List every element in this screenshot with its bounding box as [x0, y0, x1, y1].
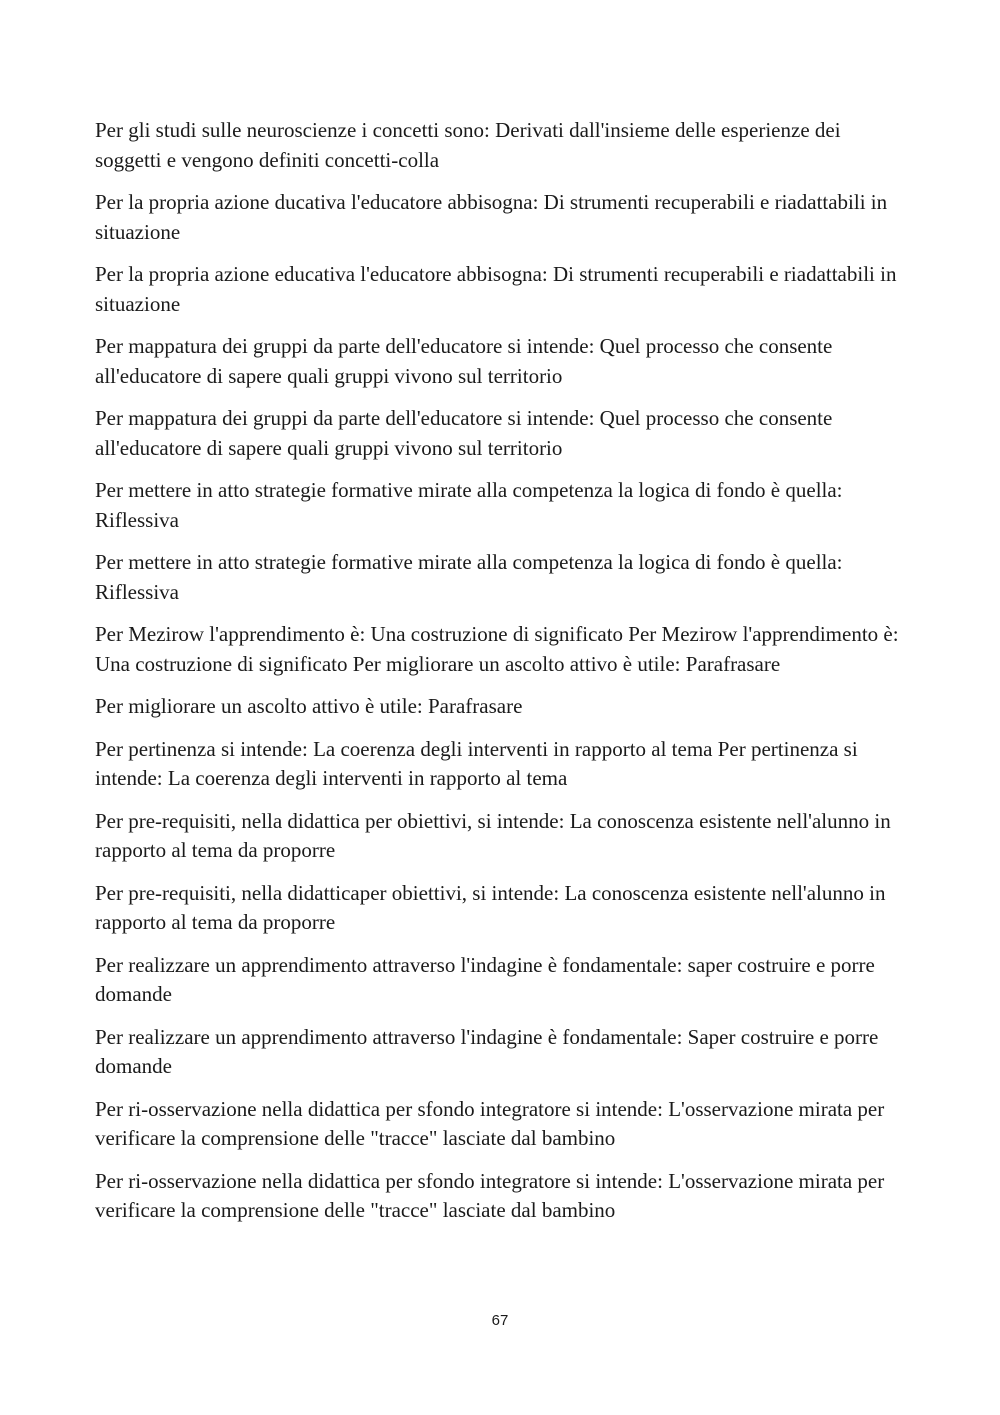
paragraph: Per la propria azione educativa l'educatore abbisogna: Di strumenti recuperabili e riadattabili in situazione [95, 262, 897, 316]
paragraph: Per mappatura dei gruppi da parte dell'educatore si intende: Quel processo che consente all'educatore di sapere quali gruppi vivono sul territorio [95, 334, 833, 388]
page-content [95, 116, 910, 1239]
paragraph: Per la propria azione ducativa l'educatore abbisogna: Di strumenti recuperabili e riadattabili in situazione [95, 190, 888, 244]
paragraph: Per ri-osservazione nella didattica per sfondo integratore si intende: L'osservazione mirata per verificare la comprensione delle "tracce" lasciate dal bambino [95, 1168, 885, 1222]
paragraph: Per pre-requisiti, nella didatticaper obiettivi, si intende: La conoscenza esistente nell'alunno in rapporto al tema da proporre [95, 880, 886, 934]
paragraph: Per mettere in atto strategie formative mirate alla competenza la logica di fondo è quella: Riflessiva [95, 478, 843, 532]
paragraph: Per mappatura dei gruppi da parte dell'educatore si intende: Quel processo che consente all'educatore di sapere quali gruppi vivono sul territorio [95, 406, 833, 460]
paragraph: Per mettere in atto strategie formative mirate alla competenza la logica di fondo è quella: Riflessiva [95, 550, 843, 604]
paragraph: Per migliorare un ascolto attivo è utile: Parafrasare [95, 694, 523, 718]
paragraph: Per ri-osservazione nella didattica per sfondo integratore si intende: L'osservazione mirata per verificare la comprensione delle "tracce" lasciate dal bambino [95, 1096, 885, 1150]
paragraph: Per gli studi sulle neuroscienze i concetti sono: Derivati dall'insieme delle esperienze dei soggetti e vengono definiti concetti-colla [95, 118, 841, 172]
paragraph: Per pre-requisiti, nella didattica per obiettivi, si intende: La conoscenza esistente nell'alunno in rapporto al tema da proporre [95, 808, 891, 862]
paragraph: Per realizzare un apprendimento attraverso l'indagine è fondamentale: saper costruire e porre domande [95, 952, 875, 1006]
paragraph: Per Mezirow l'apprendimento è: Una costruzione di significato Per Mezirow l'apprendimento è: Una costruzione di significato Per migliorare un ascolto attivo è utile: Parafrasare [95, 622, 899, 676]
page-number: 67 [491, 1312, 509, 1329]
paragraph: Per pertinenza si intende: La coerenza degli interventi in rapporto al tema Per pertinenza si intende: La coerenza degli interventi in rapporto al tema [95, 736, 858, 790]
paragraph: Per realizzare un apprendimento attraverso l'indagine è fondamentale: Saper costruire e porre domande [95, 1024, 879, 1078]
